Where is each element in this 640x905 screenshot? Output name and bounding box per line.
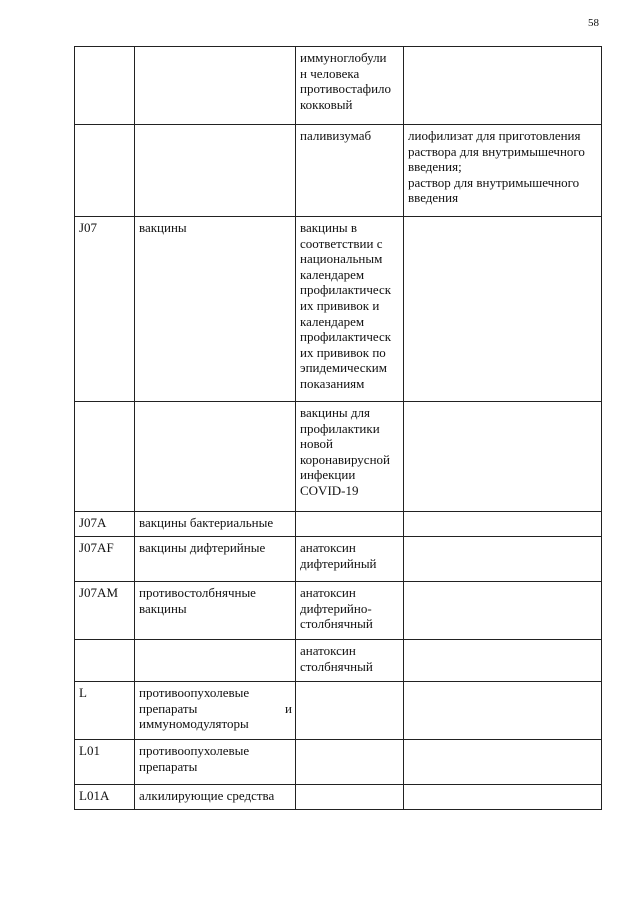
dosage-form-cell <box>404 512 602 537</box>
table-row <box>75 682 602 740</box>
drug-name-cell <box>296 740 404 785</box>
atc-code-cell: J07A <box>75 512 135 537</box>
dosage-form-cell <box>404 217 602 402</box>
group-name-cell: вакцины <box>135 217 296 402</box>
atc-code-cell: L01A <box>75 785 135 810</box>
table-row <box>75 47 602 125</box>
table-row <box>75 217 602 402</box>
drug-name-cell: паливизумаб <box>296 125 404 217</box>
dosage-form-cell <box>404 682 602 740</box>
dosage-form-cell <box>404 740 602 785</box>
table-row <box>75 125 602 217</box>
drug-name-cell: иммуноглобули н человека противостафило кокковый <box>296 47 404 125</box>
table-row <box>75 740 602 785</box>
group-name-cell: алкилирующие средства <box>135 785 296 810</box>
table-row <box>75 512 602 537</box>
group-name-line: препараты и <box>139 700 292 716</box>
table-row <box>75 537 602 582</box>
atc-code-cell <box>75 640 135 682</box>
drug-name-cell: анатоксин столбнячный <box>296 640 404 682</box>
drug-name-cell <box>296 785 404 810</box>
group-name-cell: противостолбнячные вакцины <box>135 582 296 640</box>
group-name-cell: вакцины бактериальные <box>135 512 296 537</box>
dosage-form-cell <box>404 785 602 810</box>
group-name-line: иммуномодуляторы <box>139 716 249 732</box>
page-number: 58 <box>588 17 599 29</box>
table-row <box>75 582 602 640</box>
table-row <box>75 640 602 682</box>
atc-code-cell: J07AF <box>75 537 135 582</box>
drug-name-cell: вакцины для профилактики новой коронавирусной инфекции COVID-19 <box>296 402 404 512</box>
group-name-cell <box>135 640 296 682</box>
atc-code-cell: L01 <box>75 740 135 785</box>
drug-name-cell <box>296 682 404 740</box>
atc-code-cell: J07AM <box>75 582 135 640</box>
atc-code-cell <box>75 47 135 125</box>
dosage-form-cell: лиофилизат для приготовления раствора для внутримышечного введения; раствор для внутримышечного введения <box>404 125 602 217</box>
atc-code-cell <box>75 125 135 217</box>
drug-name-cell: вакцины в соответствии с национальным календарем профилактическ их прививок и календарем профилактическ их прививок по эпидемическим показаниям <box>296 217 404 402</box>
group-name-cell <box>135 682 296 740</box>
dosage-form-cell <box>404 640 602 682</box>
group-name-cell <box>135 125 296 217</box>
drug-name-cell: анатоксин дифтерийно- столбнячный <box>296 582 404 640</box>
table-row <box>75 402 602 512</box>
dosage-form-cell <box>404 402 602 512</box>
group-name-line: противоопухолевые <box>139 685 250 700</box>
dosage-form-cell <box>404 537 602 582</box>
table-row <box>75 785 602 810</box>
atc-code-cell <box>75 402 135 512</box>
atc-code-cell: L <box>75 682 135 740</box>
group-name-cell <box>135 47 296 125</box>
atc-code-cell: J07 <box>75 217 135 402</box>
group-name-cell: вакцины дифтерийные <box>135 537 296 582</box>
group-name-cell <box>135 402 296 512</box>
dosage-form-cell <box>404 47 602 125</box>
drug-table <box>74 46 602 810</box>
drug-name-cell: анатоксин дифтерийный <box>296 537 404 582</box>
drug-name-cell <box>296 512 404 537</box>
dosage-form-cell <box>404 582 602 640</box>
group-name-cell: противоопухолевые препараты <box>135 740 296 785</box>
